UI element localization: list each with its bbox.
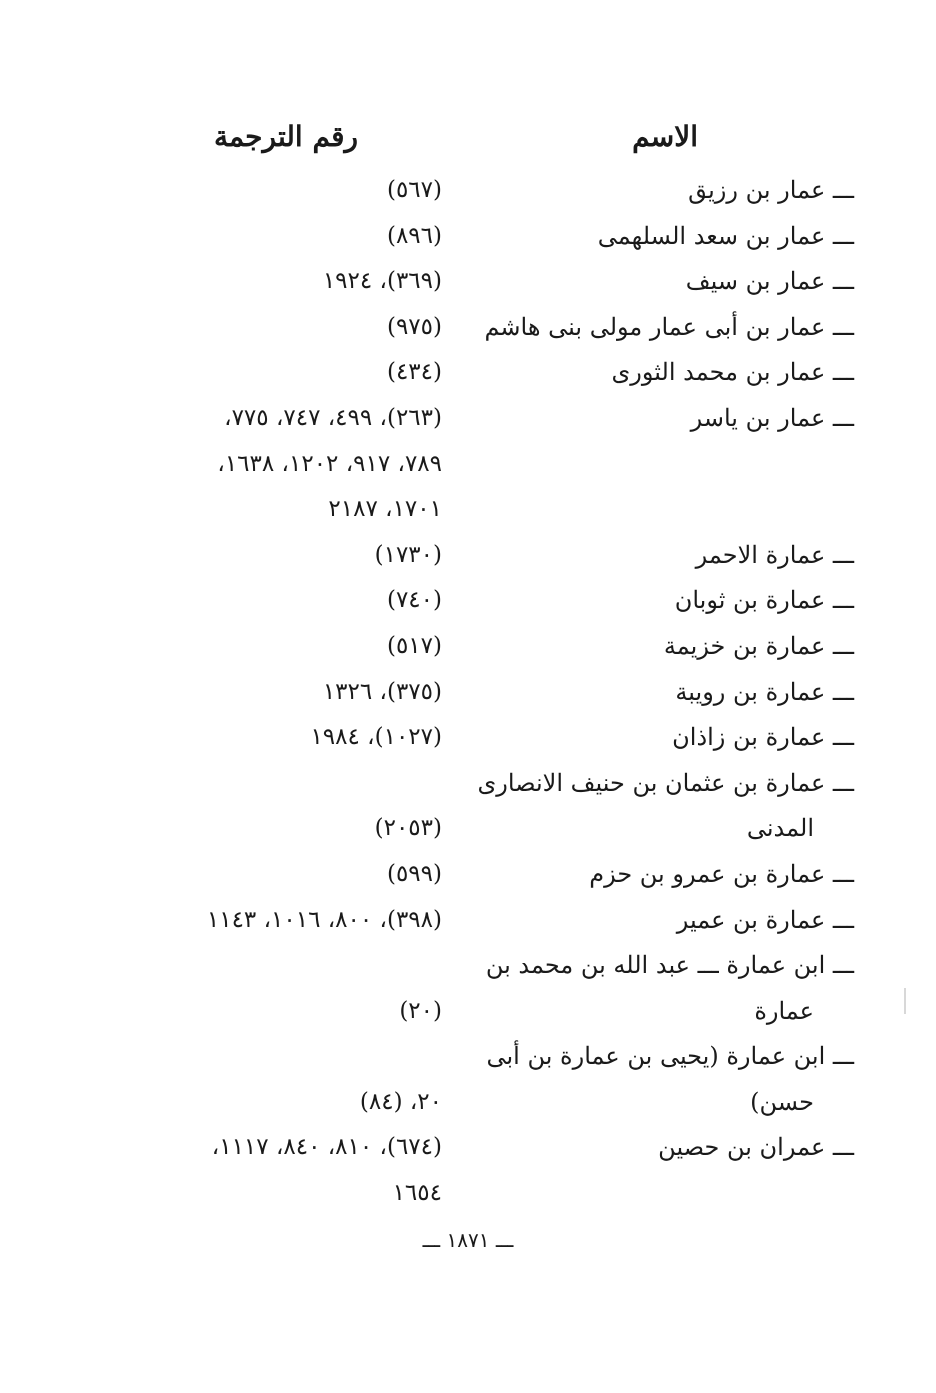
entry-name: ـــ عمار بن سيف bbox=[685, 267, 854, 296]
index-row bbox=[0, 305, 936, 351]
entry-name bbox=[464, 1171, 854, 1217]
entry-numbers: (٢٦٣)، ٤٩٩، ٧٤٧، ٧٧٥، bbox=[224, 404, 442, 431]
entry-name: حسن) bbox=[750, 1087, 814, 1116]
entry-name: ـــ عمارة بن رويبة bbox=[675, 677, 854, 706]
index-row bbox=[0, 1125, 936, 1171]
entry-numbers: (٨٩٦) bbox=[386, 222, 442, 249]
index-row bbox=[0, 442, 936, 488]
index-row bbox=[0, 1171, 936, 1217]
index-row bbox=[0, 1080, 936, 1126]
index-row bbox=[0, 852, 936, 898]
index-row bbox=[0, 943, 936, 989]
entry-numbers: (٤٣٤) bbox=[386, 359, 442, 386]
entry-numbers: ٧٨٩، ٩١٧، ١٢٠٢، ١٦٣٨، bbox=[217, 450, 442, 477]
entry-numbers: (٥٦٧) bbox=[386, 177, 442, 203]
index-row bbox=[0, 898, 936, 944]
entry-numbers: (٢٠٥٣) bbox=[374, 815, 442, 842]
entry-numbers: (٣٧٥)، ١٣٢٦ bbox=[322, 678, 442, 705]
entry-name: ـــ عمارة الاحمر bbox=[695, 540, 854, 569]
name-column-header: الاسم bbox=[632, 120, 698, 153]
entry-name bbox=[464, 442, 854, 488]
column-headers bbox=[0, 114, 936, 160]
entry-name: ـــ عمار بن أبى عمار مولى بنى هاشم bbox=[484, 312, 854, 341]
entry-numbers: (٧٤٠) bbox=[386, 587, 442, 614]
scan-mark bbox=[904, 988, 906, 1014]
index-row bbox=[0, 350, 936, 396]
index-rows bbox=[0, 168, 936, 1217]
entry-name: ـــ عمار بن رزيق bbox=[688, 176, 854, 204]
entry-name: ـــ عمارة بن ثوبان bbox=[674, 586, 854, 615]
entry-name: ـــ عمارة بن زاذان bbox=[672, 723, 854, 752]
index-row bbox=[0, 989, 936, 1035]
entry-numbers: (٣٦٩)، ١٩٢٤ bbox=[322, 268, 442, 295]
entry-numbers: (٥٩٩) bbox=[386, 860, 442, 887]
entry-name: عمارة bbox=[754, 996, 814, 1025]
entry-numbers: (٦٧٤)، ٨١٠، ٨٤٠، ١١١٧، bbox=[211, 1134, 442, 1161]
index-row bbox=[0, 624, 936, 670]
entry-name: ـــ عمارة بن عمرو بن حزم bbox=[589, 859, 854, 888]
index-row bbox=[0, 806, 936, 852]
entry-name: ـــ عمار بن محمد الثورى bbox=[611, 358, 854, 387]
index-row bbox=[0, 533, 936, 579]
entry-numbers: (٥١٧) bbox=[386, 632, 442, 659]
entry-name: ـــ عمارة بن عمير bbox=[676, 905, 854, 934]
index-row bbox=[0, 259, 936, 305]
entry-name: ـــ ابن عمارة ـــ عبد الله بن محمد بن bbox=[485, 951, 854, 980]
entry-numbers: ١٧٠١، ٢١٨٧ bbox=[328, 496, 442, 523]
entry-name: المدنى bbox=[746, 814, 814, 843]
index-row bbox=[0, 1034, 936, 1080]
index-row bbox=[0, 578, 936, 624]
index-row bbox=[0, 168, 936, 214]
entry-name: ـــ ابن عمارة (يحيى بن عمارة بن أبى bbox=[486, 1042, 854, 1071]
entry-name: ـــ عمارة بن عثمان بن حنيف الانصارى bbox=[477, 768, 854, 797]
index-row bbox=[0, 396, 936, 442]
index-row bbox=[0, 487, 936, 533]
entry-numbers: (٢٠) bbox=[399, 997, 442, 1024]
entry-name: ـــ عمار بن سعد السلهمى bbox=[597, 221, 854, 250]
entry-numbers bbox=[42, 1034, 442, 1080]
index-row bbox=[0, 214, 936, 260]
entry-numbers: (١٠٢٧)، ١٩٨٤ bbox=[310, 724, 442, 751]
entry-numbers bbox=[42, 761, 442, 807]
entry-name: ـــ عمارة بن خزيمة bbox=[663, 631, 854, 660]
index-row bbox=[0, 761, 936, 807]
number-column-header: رقم الترجمة bbox=[213, 120, 358, 153]
entry-name bbox=[464, 487, 854, 533]
entry-numbers bbox=[42, 943, 442, 989]
page-number: ـــ ١٨٧١ ـــ bbox=[422, 1228, 514, 1252]
entry-name: ـــ عمار بن ياسر bbox=[690, 403, 854, 432]
index-row bbox=[0, 670, 936, 716]
entry-numbers: ١٦٥٤ bbox=[392, 1180, 442, 1207]
entry-numbers: (١٧٣٠) bbox=[374, 541, 442, 568]
entry-name: ـــ عمران بن حصين bbox=[658, 1133, 854, 1162]
index-row bbox=[0, 715, 936, 761]
entry-numbers: (٣٩٨)، ٨٠٠، ١٠١٦، ١١٤٣ bbox=[206, 906, 442, 933]
entry-numbers: ٢٠، (٨٤) bbox=[359, 1088, 442, 1115]
entry-numbers: (٩٧٥) bbox=[386, 313, 442, 340]
